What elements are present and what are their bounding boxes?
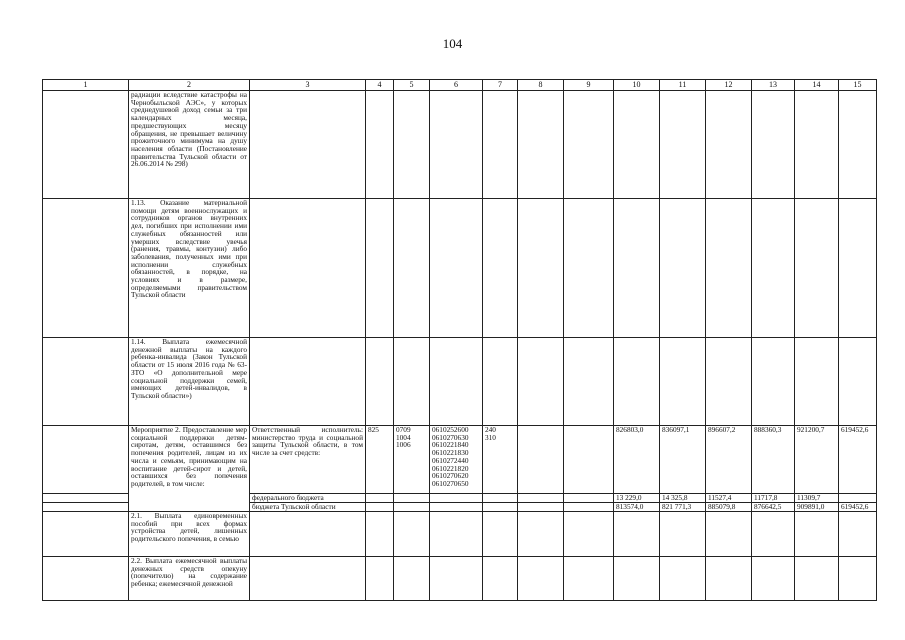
amount-cell: 876642,5	[752, 503, 795, 512]
amount-cell: 11717,8	[752, 494, 795, 503]
amount-cell: 836097,1	[660, 426, 706, 494]
header-cell: 4	[366, 80, 394, 91]
row-description: 2.2. Выплата ежемесячной выплаты денежных средств опекуну (попечителю) на содержание ребенка; ежемесячной денежной	[129, 557, 250, 601]
amount-cell: 11309,7	[795, 494, 839, 503]
source-cell: федерального бюджета	[250, 494, 366, 503]
header-cell: 2	[129, 80, 250, 91]
header-cell: 14	[795, 80, 839, 91]
amount-cell: 619452,6	[839, 426, 877, 494]
amount-cell: 909891,0	[795, 503, 839, 512]
header-cell: 12	[706, 80, 752, 91]
amount-cell	[839, 494, 877, 503]
table-row	[43, 426, 877, 494]
source-cell: бюджета Тульской области	[250, 503, 366, 512]
amount-cell: 619452,6	[839, 503, 877, 512]
table-row	[43, 199, 877, 338]
table-row	[43, 512, 877, 557]
row-description: Мероприятие 2. Предоставление мер социальной поддержки детям-сиротам, детям, оставшимся без попечения родителей, лицам из их числа и семьям, принимающим на воспитание детей-сирот и детей, оставшихся без попечения родителей, в том числе:	[129, 426, 250, 512]
header-cell: 5	[394, 80, 430, 91]
header-cell: 11	[660, 80, 706, 91]
header-cell: 10	[614, 80, 660, 91]
row-description: радиации вследствие катастрофы на Чернобыльской АЭС», у которых среднедушевой доход семьи за три календарных месяца, предшествующих месяцу обращения, не превышает величину прожиточного минимума на душу населения области (Постановление правительства Тульской области от 26.06.2014 № 298)	[129, 91, 250, 199]
header-cell: 13	[752, 80, 795, 91]
header-cell: 9	[564, 80, 614, 91]
budget-table	[42, 79, 877, 601]
amount-cell: 885079,8	[706, 503, 752, 512]
header-cell: 7	[483, 80, 518, 91]
code-cell: 240 310	[483, 426, 518, 494]
row-description: 1.14. Выплата ежемесячной денежной выплаты на каждого ребенка-инвалида (Закон Тульской области от 15 июля 2016 года № 63-ЗТО «О дополнительной мере социальной поддержки семей, имеющих детей-инвалидов, в Тульской области»)	[129, 338, 250, 426]
amount-cell: 888360,3	[752, 426, 795, 494]
header-row	[43, 80, 877, 91]
code-cell: 825	[366, 426, 394, 494]
amount-cell: 11527,4	[706, 494, 752, 503]
header-cell: 1	[43, 80, 129, 91]
header-cell: 8	[518, 80, 564, 91]
header-cell: 6	[430, 80, 483, 91]
page-number: 104	[442, 36, 463, 51]
code-cell: 0610252600 0610270630 0610221840 0610221830 0610272440 0610221820 0610270620 0610270650	[430, 426, 483, 494]
header-cell: 15	[839, 80, 877, 91]
executor-cell: Ответственный исполнитель: министерство труда и социальной защиты Тульской области, в том числе за счет средств:	[250, 426, 366, 494]
table-row	[43, 338, 877, 426]
amount-cell: 826803,0	[614, 426, 660, 494]
header-cell: 3	[250, 80, 366, 91]
row-description: 2.1. Выплата единовременных пособий при всех формах устройства детей, лишенных родительского попечения, в семью	[129, 512, 250, 557]
amount-cell: 813574,0	[614, 503, 660, 512]
amount-cell: 13 229,0	[614, 494, 660, 503]
table-row	[43, 91, 877, 199]
amount-cell: 896607,2	[706, 426, 752, 494]
amount-cell: 14 325,8	[660, 494, 706, 503]
table-row	[43, 557, 877, 601]
row-description: 1.13. Оказание материальной помощи детям военнослужащих и сотрудников органов внутренних дел, погибших при исполнении ими служебных обязанностей или умерших вследствие увечья (ранения, травмы, контузии) либо заболевания, полученных ими при исполнении служебных обязанностей, в порядке, на условиях и в размере, определяемыми правительством Тульской области	[129, 199, 250, 338]
code-cell: 0709 1004 1006	[394, 426, 430, 494]
amount-cell: 921200,7	[795, 426, 839, 494]
amount-cell: 821 771,3	[660, 503, 706, 512]
